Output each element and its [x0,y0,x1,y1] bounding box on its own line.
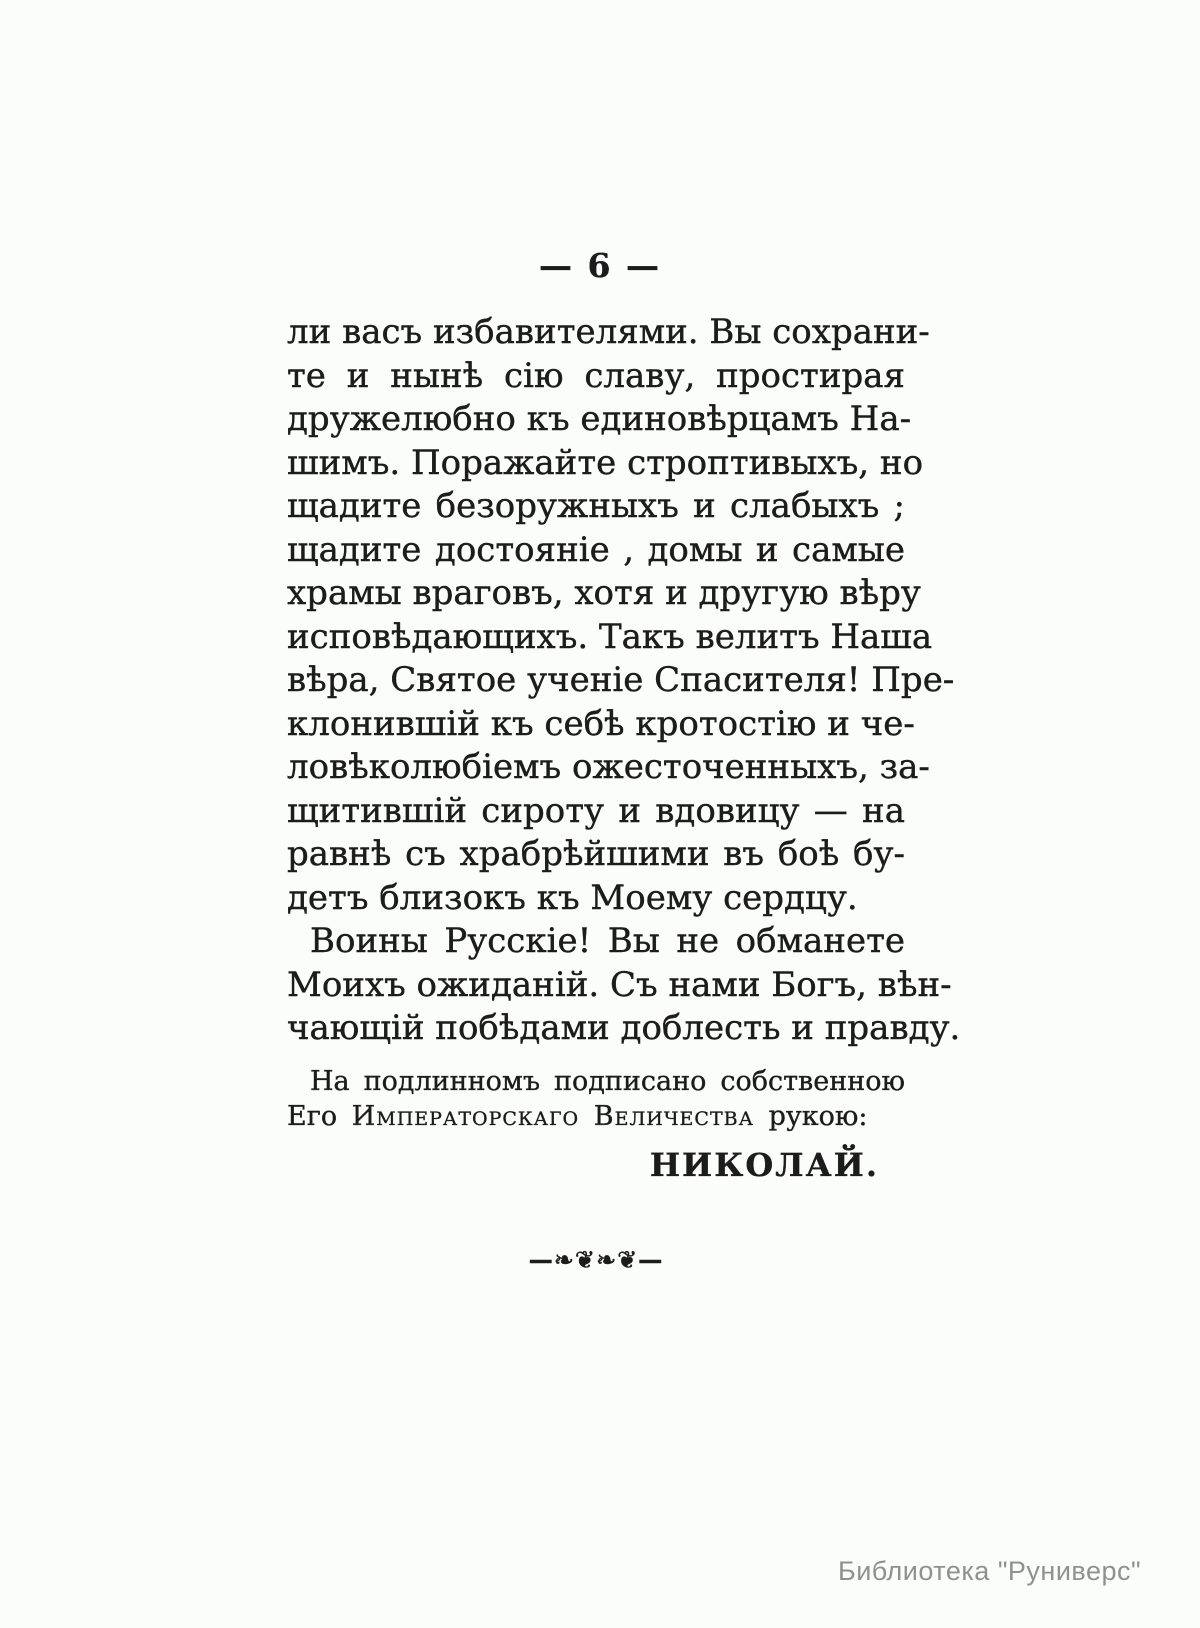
attribution-suffix: рукою: [754,1101,868,1132]
body-line: Моихъ ожиданій. Съ нами Богъ, вѣн- [287,964,952,1005]
body-line: щадите безоружныхъ и слабыхъ ; [287,486,905,526]
attribution-note [287,1064,905,1134]
attribution-separator [579,1101,594,1132]
imperial-title-1: Императорскаго [351,1101,580,1132]
body-line: равнѣ съ храбрѣйшими въ боѣ бу- [287,834,905,874]
body-line-paragraph-end: детъ близокъ къ Моему сердцу. [287,877,858,918]
body-line: вѣра, Святое ученіе Спасителя! Пре- [287,660,955,700]
attribution-prefix: Его [287,1101,352,1132]
body-line: те и нынѣ сію славу, простирая [287,355,905,396]
body-line: дружелюбно къ единовѣрцамъ На- [287,399,912,439]
body-line: исповѣдающихъ. Такъ велитъ Наша [287,616,933,657]
signature-nicholas: НИКОЛАЙ. [649,1146,879,1184]
page-number-header: — 6 — [539,246,661,285]
body-line-paragraph-start: Воины Русскіе! Вы не обманете [310,921,905,961]
body-line: щитившій сироту и вдовицу — на [287,790,905,831]
attribution-line-2 [287,1099,905,1134]
body-line: щадите достояніе , домы и самые [287,529,905,570]
body-line: ловѣколюбіемъ ожесточенныхъ, за- [287,747,930,787]
imperial-title-2: Величества [593,1101,754,1132]
body-line: ли васъ избавителями. Вы сохрани- [287,312,930,352]
ornament-divider: —❧❦❧❦— [528,1246,664,1274]
attribution-line-1: На подлинномъ подписано собственною [310,1066,905,1097]
body-line: храмы враговъ, хотя и другую вѣру [287,573,921,613]
proclamation-body [287,311,961,1051]
body-line: шимъ. Поражайте строптивыхъ, но [287,442,924,483]
body-line: чающій побѣдами доблесть и правду. [287,1008,961,1048]
body-line: клонившій къ себѣ кротостію и че- [287,703,915,744]
runivers-library-watermark: Библиотека "Руниверс" [838,1556,1142,1586]
